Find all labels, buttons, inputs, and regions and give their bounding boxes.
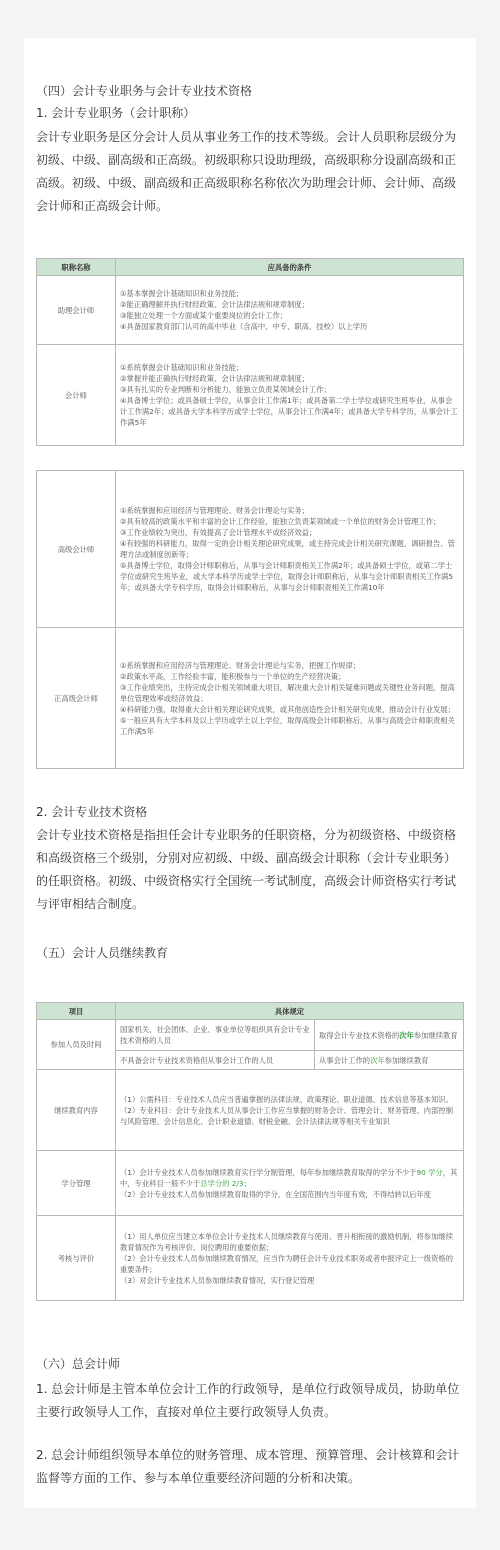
section4-sub2: 2. 会计专业技术资格 bbox=[36, 805, 148, 819]
row-rules bbox=[116, 1070, 464, 1151]
section6-para2: 2. 总会计师组织领导本单位的财务管理、成本管理、预算管理、会计核算和会计监督等方面的工作、参与本单位重要经济问题的分析和决策。 bbox=[36, 1448, 460, 1485]
text-span: 参加继续教育 bbox=[384, 1055, 429, 1065]
table-row bbox=[37, 1216, 464, 1301]
row-label: 参加人员及时间 bbox=[37, 1020, 116, 1070]
condition-line: ①系统掌握和应用经济与管理理论、财务会计理论与实务； bbox=[120, 506, 309, 515]
row-conditions bbox=[116, 276, 464, 345]
highlight-text: 次年 bbox=[370, 1055, 385, 1065]
text-span: （1）会计专业技术人员参加继续教育实行学分制管理，每年参加继续教育取得的学分不少于 bbox=[120, 1167, 417, 1177]
condition-line: ③具有扎实的专业判断和分析能力，能独立负责某领域会计工作； bbox=[120, 385, 331, 394]
section4-para1: 会计专业职务是区分会计人员从事业务工作的技术等级。会计人员职称层级分为初级、中级、副高级和正高级。初级职称只设助理级，高级职称分设副高级和正高级。初级、中级、副高级和正高级职称名称依次为助理会计师、会计师、高级会计师和正高级会计师。 bbox=[36, 130, 457, 213]
row-label: 助理会计师 bbox=[37, 276, 116, 345]
text-span: 取得会计专业技术资格的 bbox=[319, 1030, 400, 1040]
table-row bbox=[37, 1020, 464, 1051]
row-label: 高级会计师 bbox=[37, 471, 116, 628]
row-label: 继续教育内容 bbox=[37, 1070, 116, 1151]
table-row bbox=[37, 628, 464, 769]
row-conditions bbox=[116, 471, 464, 628]
row-label: 学分管理 bbox=[37, 1151, 116, 1216]
condition-line: ④具备国家教育部门认可的高中毕业（含高中、中专、职高、技校）以上学历 bbox=[120, 322, 368, 331]
condition-line: ④有较强的科研能力，取得一定的会计相关理论研究成果，或主持完成会计相关研究课题、调研报告、管理方法或制度创新等； bbox=[120, 539, 455, 559]
rule-line: （2）会计专业技术人员参加继续教育取得的学分，在全国范围内当年度有效，不得结转以后年度 bbox=[120, 1189, 432, 1199]
condition-line: ③工作业绩突出，主持完成会计相关领域重大项目，解决重大会计相关疑难问题或关键性业务问题，提高单位管理效率或经济效益； bbox=[120, 682, 455, 703]
row-conditions bbox=[116, 628, 464, 769]
participant-cell: 国家机关、社会团体、企业、事业单位等组织具有会计专业技术资格的人员 bbox=[116, 1020, 315, 1051]
condition-line: ②具有较高的政策水平和丰富的会计工作经验，能独立负责某领域或一个单位的财务会计管理工作； bbox=[120, 517, 441, 526]
table-row bbox=[37, 1070, 464, 1151]
condition-line: ③能独立处理一个方面或某个重要岗位的会计工作； bbox=[120, 311, 288, 320]
row-conditions bbox=[116, 345, 464, 446]
condition-line: ①系统掌握会计基础知识和业务技能； bbox=[120, 363, 244, 372]
condition-line: ⑤具备博士学位，取得会计师职称后，从事与会计师职责相关工作满2年；或具备硕士学位，或第二学士学位或研究生班毕业，或大学本科学历或学士学位，取得会计师职称后，从事与会计师职责相关工作满5年；或具备大学专科学历，取得会计师职称后，从事与会计师职责相关工作满10年 bbox=[120, 561, 453, 592]
table-row bbox=[37, 471, 464, 628]
section4-para2: 会计专业技术资格是指担任会计专业职务的任职资格，分为初级资格、中级资格和高级资格三个级别，分别对应初级、中级、副高级会计职称（会计专业职务）的任职资格。初级、中级资格实行全国统一考试制度，高级会计师资格实行考试与评审相结合制度。 bbox=[36, 828, 457, 911]
row-label: 考核与评价 bbox=[37, 1216, 116, 1301]
continuing-education-table bbox=[36, 1002, 464, 1301]
section4-sub1: 1. 会计专业职务（会计职称） bbox=[36, 106, 196, 120]
text-span: 参加继续教育 bbox=[413, 1030, 458, 1040]
row-rules bbox=[116, 1151, 464, 1216]
rule-line: （2）专业科目：会计专业技术人员从事会计工作应当掌握的财务会计、管理会计、财务管理、内部控制与风险管理、会计信息化、会计职业道德、财税金融、会计法律法规等相关专业知识 bbox=[120, 1105, 453, 1126]
table-header-rules: 具体规定 bbox=[116, 1003, 464, 1020]
rule-line: （2）会计专业技术人员参加继续教育情况，应当作为聘任会计专业技术职务或者申报评定上一级资格的重要条件； bbox=[120, 1253, 453, 1274]
text-span: 从事会计工作的 bbox=[319, 1055, 371, 1065]
title-requirements-table-2 bbox=[36, 470, 464, 769]
article-page bbox=[24, 38, 476, 1508]
section4-heading: （四）会计专业职务与会计专业技术资格 bbox=[36, 84, 253, 98]
condition-line: ①基本掌握会计基础知识和业务技能； bbox=[120, 289, 244, 298]
rule-line: （3）对会计专业技术人员参加继续教育情况，实行登记管理 bbox=[120, 1275, 315, 1285]
condition-line: ②掌握并能正确执行财经政策、会计法律法规和规章制度； bbox=[120, 374, 309, 383]
table-row bbox=[37, 276, 464, 345]
row-label: 正高级会计师 bbox=[37, 628, 116, 769]
row-label: 会计师 bbox=[37, 345, 116, 446]
section5-heading: （五）会计人员继续教育 bbox=[36, 946, 169, 960]
table-header-conditions: 应具备的条件 bbox=[116, 259, 464, 276]
condition-line: ③工作业绩较为突出，有效提高了会计管理水平或经济效益； bbox=[120, 528, 317, 537]
participant-cell: 不具备会计专业技术资格但从事会计工作的人员 bbox=[116, 1051, 315, 1070]
table-header-title: 职称名称 bbox=[37, 259, 116, 276]
condition-line: ④科研能力强，取得重大会计相关理论研究成果，或其他创造性会计相关研究成果，推动会计行业发展； bbox=[120, 704, 455, 714]
rule-line bbox=[120, 1167, 459, 1189]
condition-line: ④具备博士学位；或具备硕士学位，从事会计工作满1年；或具备第二学士学位或研究生班毕业，从事会计工作满2年；或具备大学本科学历或学士学位，从事会计工作满4年；或具备大学专科学历，从事会计工作满5年 bbox=[120, 396, 458, 427]
text-span: ； bbox=[243, 1178, 251, 1188]
highlight-text: 总学分的 2/3 bbox=[200, 1178, 244, 1188]
title-requirements-table-1 bbox=[36, 258, 464, 446]
text-span: ，其中，专业科目一般不少于 bbox=[120, 1167, 458, 1188]
participant-time-cell bbox=[315, 1020, 464, 1051]
highlight-text: 次年 bbox=[399, 1030, 414, 1040]
participant-time-cell bbox=[315, 1051, 464, 1070]
section6-heading: （六）总会计师 bbox=[36, 1357, 121, 1371]
section6-para1: 1. 总会计师是主管本单位会计工作的行政领导，是单位行政领导成员，协助单位主要行政领导人工作，直接对单位主要行政领导人负责。 bbox=[36, 1382, 460, 1419]
table-row bbox=[37, 345, 464, 446]
rule-line: （1）公需科目：专业技术人员应当普遍掌握的法律法规、政策理论、职业道德、技术信息等基本知识。 bbox=[120, 1094, 453, 1104]
condition-line: ⑤一般应具有大学本科及以上学历或学士以上学位，取得高级会计师职称后，从事与高级会计师职责相关工作满5年 bbox=[120, 715, 455, 736]
rule-line: （1）用人单位应当建立本单位会计专业技术人员继续教育与使用、晋升相衔接的激励机制，将参加继续教育情况作为考核评价、岗位聘用的重要依据； bbox=[120, 1231, 453, 1252]
table-header-item: 项目 bbox=[37, 1003, 116, 1020]
condition-line: ②能正确理解并执行财经政策、会计法律法规和规章制度； bbox=[120, 300, 309, 309]
row-rules bbox=[116, 1216, 464, 1301]
table-row bbox=[37, 1151, 464, 1216]
condition-line: ②政策水平高，工作经验丰富，能积极参与一个单位的生产经营决策； bbox=[120, 671, 346, 681]
condition-line: ①系统掌握和应用经济与管理理论、财务会计理论与实务，把握工作规律； bbox=[120, 660, 361, 670]
highlight-text: 90 学分 bbox=[416, 1167, 443, 1177]
